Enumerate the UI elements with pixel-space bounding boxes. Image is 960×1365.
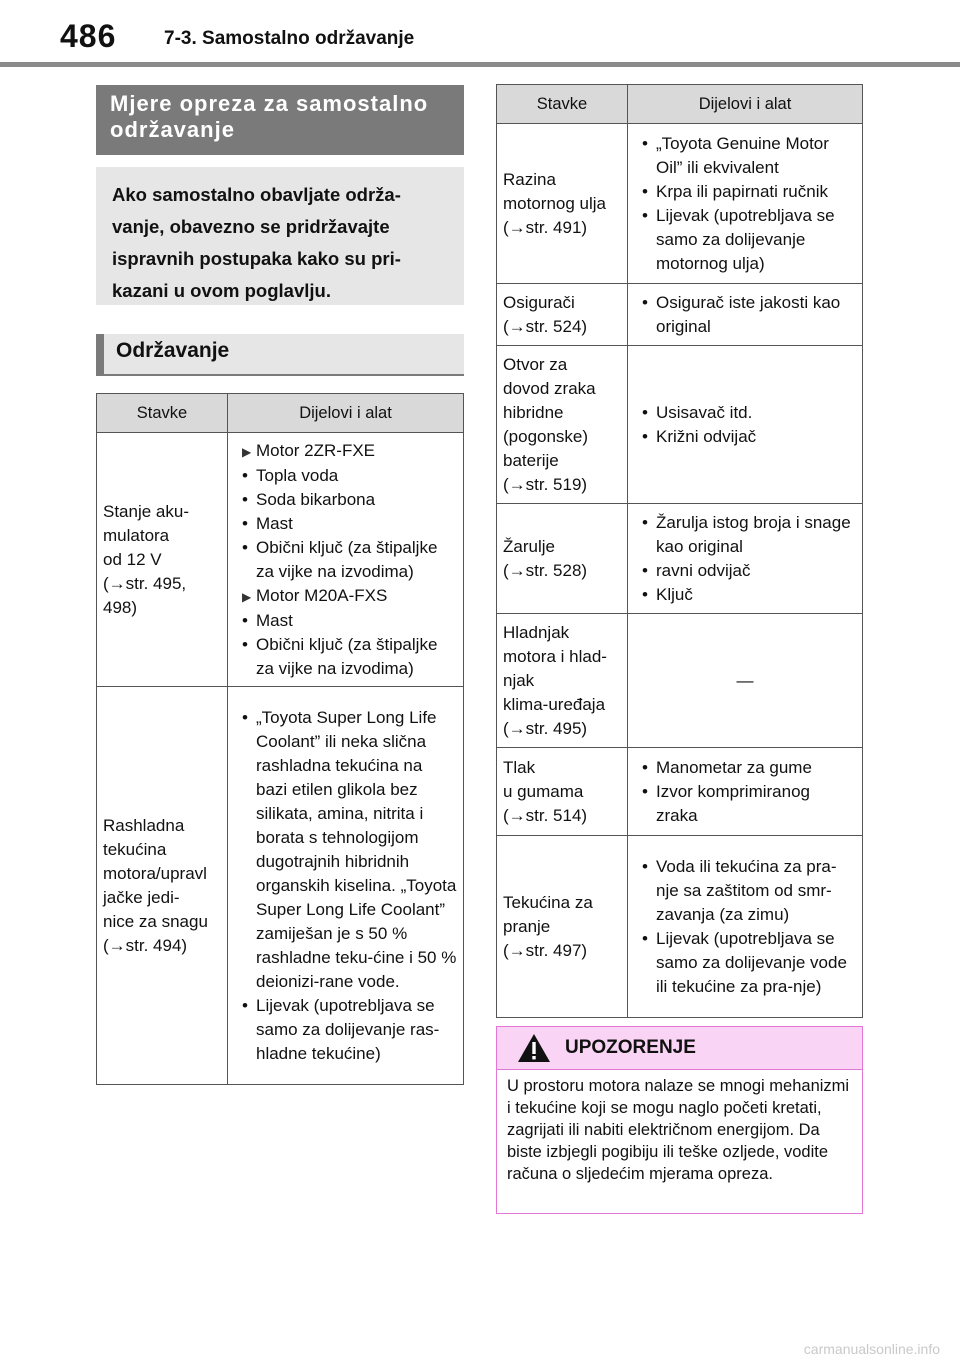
intro-text: Ako samostalno obavljate održa-vanje, obavezno se pridržavajte ispravnih postupaka kako su pri-kazani u ovom poglavlju.	[96, 167, 464, 305]
page-header	[0, 0, 960, 66]
header-items: Stavke	[97, 394, 228, 433]
list-item: • Obični ključ (za štipaljke za vijke na izvodima)	[234, 633, 457, 681]
item-cell: Hladnjak motora i hlad- njak klima-uređaja (→str. 495)	[497, 614, 628, 748]
list-item: • Izvor komprimiranog zraka	[634, 780, 856, 828]
table-row	[497, 124, 863, 284]
header-tools: Dijelovi i alat	[628, 85, 863, 124]
list-item: • Usisavač itd.	[634, 401, 856, 425]
tools-cell	[228, 687, 464, 1085]
item-cell: Otvor za dovod zraka hibridne (pogonske) baterije (→str. 519)	[497, 346, 628, 504]
item-cell: Razina motornog ulja (→str. 491)	[497, 124, 628, 284]
item-cell: Tekućina za pranje (→str. 497)	[497, 836, 628, 1018]
list-item: • Soda bikarbona	[234, 488, 457, 512]
maintenance-table-left	[96, 393, 464, 1085]
tools-list	[634, 756, 856, 828]
warning-box	[496, 1026, 863, 1214]
tools-list	[634, 291, 856, 339]
header-items: Stavke	[497, 85, 628, 124]
tools-cell	[628, 346, 863, 504]
list-item: • Topla voda	[234, 464, 457, 488]
tools-cell	[628, 836, 863, 1018]
tools-list	[234, 439, 457, 681]
list-item: • Lijevak (upotrebljava se samo za dolijevanje motornog ulja)	[634, 204, 856, 276]
item-cell: Tlak u gumama (→str. 514)	[497, 748, 628, 836]
list-item: • Lijevak (upotrebljava se samo za dolijevanje ras-hladne tekućine)	[234, 994, 457, 1066]
list-item: • Krpa ili papirnati ručnik	[634, 180, 856, 204]
page-number: 486	[60, 18, 117, 54]
table-row	[497, 504, 863, 614]
chapter-title: Mjere opreza za samostalno održavanje	[96, 85, 464, 155]
item-cell: Rashladna tekućina motora/upravl jačke jedi- nice za snagu (→str. 494)	[97, 687, 228, 1085]
list-item: • „Toyota Genuine Motor Oil” ili ekvivalent	[634, 132, 856, 180]
list-item: • Obični ključ (za štipaljke za vijke na izvodima)	[234, 536, 457, 584]
header-tools: Dijelovi i alat	[228, 394, 464, 433]
warning-header	[497, 1027, 862, 1070]
tools-cell	[628, 748, 863, 836]
tools-list	[634, 511, 856, 607]
tools-cell	[628, 124, 863, 284]
list-item: • Mast	[234, 512, 457, 536]
maintenance-table-right	[496, 84, 863, 1018]
tools-cell	[228, 433, 464, 687]
list-item: ▶ Motor 2ZR-FXE	[234, 439, 457, 464]
subsection-title: Održavanje	[96, 334, 464, 376]
table-row	[497, 346, 863, 504]
item-cell: Žarulje (→str. 528)	[497, 504, 628, 614]
list-item: • ravni odvijač	[634, 559, 856, 583]
section-title: 7-3. Samostalno održavanje	[164, 28, 415, 49]
list-item: ▶ Motor M20A-FXS	[234, 584, 457, 609]
list-item: • Voda ili tekućina za pra-nje sa zaštitom od smr-zavanja (za zimu)	[634, 855, 856, 927]
header-rule	[0, 62, 960, 67]
list-item: • Lijevak (upotrebljava se samo za dolijevanje vode ili tekućine za pra-nje)	[634, 927, 856, 999]
tools-list	[634, 132, 856, 276]
list-item: • Mast	[234, 609, 457, 633]
tools-list	[634, 401, 856, 449]
tools-list	[634, 855, 856, 999]
item-cell: Osigurači (→str. 524)	[497, 284, 628, 346]
item-cell: Stanje aku- mulatora od 12 V (→str. 495, 498)	[97, 433, 228, 687]
list-item: • Manometar za gume	[634, 756, 856, 780]
tools-list	[234, 706, 457, 1066]
list-item: • Križni odvijač	[634, 425, 856, 449]
list-item: • Osigurač iste jakosti kao original	[634, 291, 856, 339]
table-row	[497, 836, 863, 1018]
table-row	[497, 614, 863, 748]
table-row	[497, 284, 863, 346]
table-row	[97, 687, 464, 1085]
tools-cell: —	[628, 614, 863, 748]
list-item: • Žarulja istog broja i snage kao original	[634, 511, 856, 559]
table-row	[97, 433, 464, 687]
tools-cell	[628, 284, 863, 346]
list-item: • Ključ	[634, 583, 856, 607]
warning-text: U prostoru motora nalaze se mnogi mehanizmi i tekućine koji se mogu naglo početi kretati, zagrijati ili nabiti električnom energijom. Da biste izbjegli pogibiju ili teške ozljede, vodite računa o sljedećim mjerama opreza.	[507, 1077, 850, 1183]
tools-cell	[628, 504, 863, 614]
warning-triangle-icon	[517, 1033, 551, 1063]
table-row	[497, 748, 863, 836]
list-item: • „Toyota Super Long Life Coolant” ili neka slična rashladna tekućina na bazi etilen glikola bez silikata, amina, nitrita i borata s tehnologijom dugotrajnih hibridnih organskih kiselina. „Toyota Super Long Life Coolant” zamiješan je s 50 % rashladne teku-ćine i 50 % deionizi-rane vode.	[234, 706, 457, 994]
warning-title: UPOZORENJE	[565, 1037, 696, 1058]
watermark: carmanualsonline.info	[803, 1341, 940, 1357]
